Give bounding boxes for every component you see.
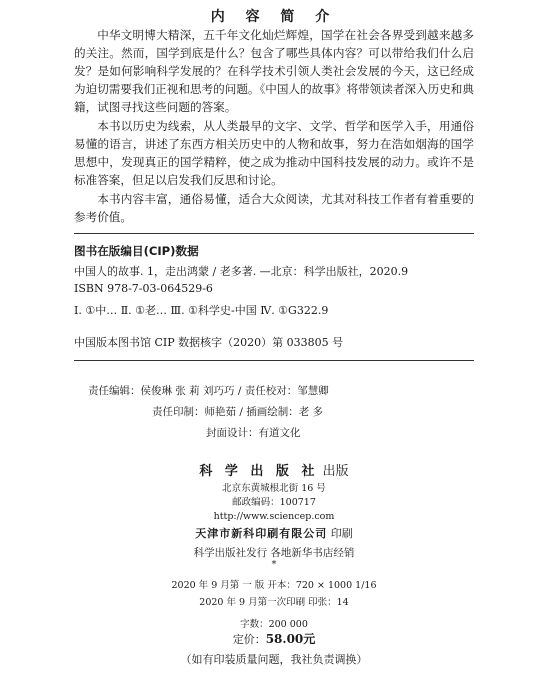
cip-line-1: 中国人的故事. 1，走出鸿蒙 / 老多著. —北京：科学出版社，2020.9 — [74, 265, 409, 278]
asterisk: * — [271, 559, 277, 570]
edition-line: 2020 年 9 月第 一 版 开本：720 × 1000 1/16 — [171, 580, 377, 591]
printer-line — [0, 525, 548, 541]
price-value: 58.00元 — [265, 632, 316, 646]
quality-notice: （如有印装质量问题，我社负责调换） — [180, 653, 368, 666]
printing-line: 2020 年 9 月第一次印刷 印张：14 — [199, 597, 349, 608]
intro-section-3 — [74, 190, 474, 226]
credits-editors: 责任编辑：侯俊琳 张 莉 刘巧巧 / 责任校对：邹慧卿 — [88, 385, 329, 397]
intro-paragraph-1: 中华文明博大精深，五千年文化灿烂辉煌，国学在社会各界受到越来越多的关注。然而，国学到底是什么？包含了哪些具体内容？可以带给我们什么启发？是如何影响科学发展的？在科学技术引领人类社会发展的今天，这已经成为迫切需要我们正视和思考的问题。《中国人的故事》将带领读者深入历史和典籍，试图寻找这些问题的答案。 — [74, 28, 474, 114]
distribution-line: 科学出版社发行 各地新华书店经销 — [193, 547, 355, 559]
intro-section — [74, 26, 474, 116]
publisher-website: http://www.sciencep.com — [213, 511, 335, 522]
word-count: 字数：200 000 — [240, 619, 308, 630]
publisher-name: 科 学 出 版 社 — [199, 464, 319, 479]
price-label: 定价： — [232, 633, 266, 646]
divider-bottom — [74, 360, 474, 361]
intro-paragraph-2: 本书以历史为线索，从人类最早的文字、文学、哲学和医学入手，用通俗易懂的语言，讲述了东西方相关历史中的人物和故事，努力在浩如烟海的国学思想中，发现真正的国学精粹，使之成为推动中国科技发展的动力。或许不是标准答案，但足以启发我们反思和讨论。 — [74, 119, 474, 187]
cip-isbn: ISBN 978-7-03-064529-6 — [74, 282, 213, 295]
printer-suffix: 印刷 — [330, 527, 353, 540]
intro-section-2 — [74, 117, 474, 189]
publisher-suffix: 出版 — [322, 464, 349, 479]
printer-name: 天津市新科印刷有限公司 — [195, 527, 328, 540]
cip-record-number: 中国版本图书馆 CIP 数据核字（2020）第 033805 号 — [74, 336, 344, 349]
publisher-line — [0, 460, 548, 479]
divider-top — [74, 233, 474, 234]
intro-paragraph-3: 本书内容丰富，通俗易懂，适合大众阅读，尤其对科技工作者有着重要的参考价值。 — [74, 192, 474, 224]
publisher-address: 北京东黄城根北街 16 号 — [222, 483, 326, 494]
credits-cover-design: 封面设计：有道文化 — [206, 427, 301, 439]
credits-production: 责任印制：师艳茹 / 插画绘制：老 多 — [152, 406, 324, 418]
price-line — [0, 630, 548, 647]
cip-classification: Ⅰ. ①中… Ⅱ. ①老… Ⅲ. ①科学史-中国 Ⅳ. ①G322.9 — [74, 304, 329, 317]
page-title: 内 容 简 介 — [210, 9, 338, 25]
publisher-postcode: 邮政编码：100717 — [232, 497, 316, 508]
cip-heading: 图书在版编目(CIP)数据 — [74, 244, 199, 258]
